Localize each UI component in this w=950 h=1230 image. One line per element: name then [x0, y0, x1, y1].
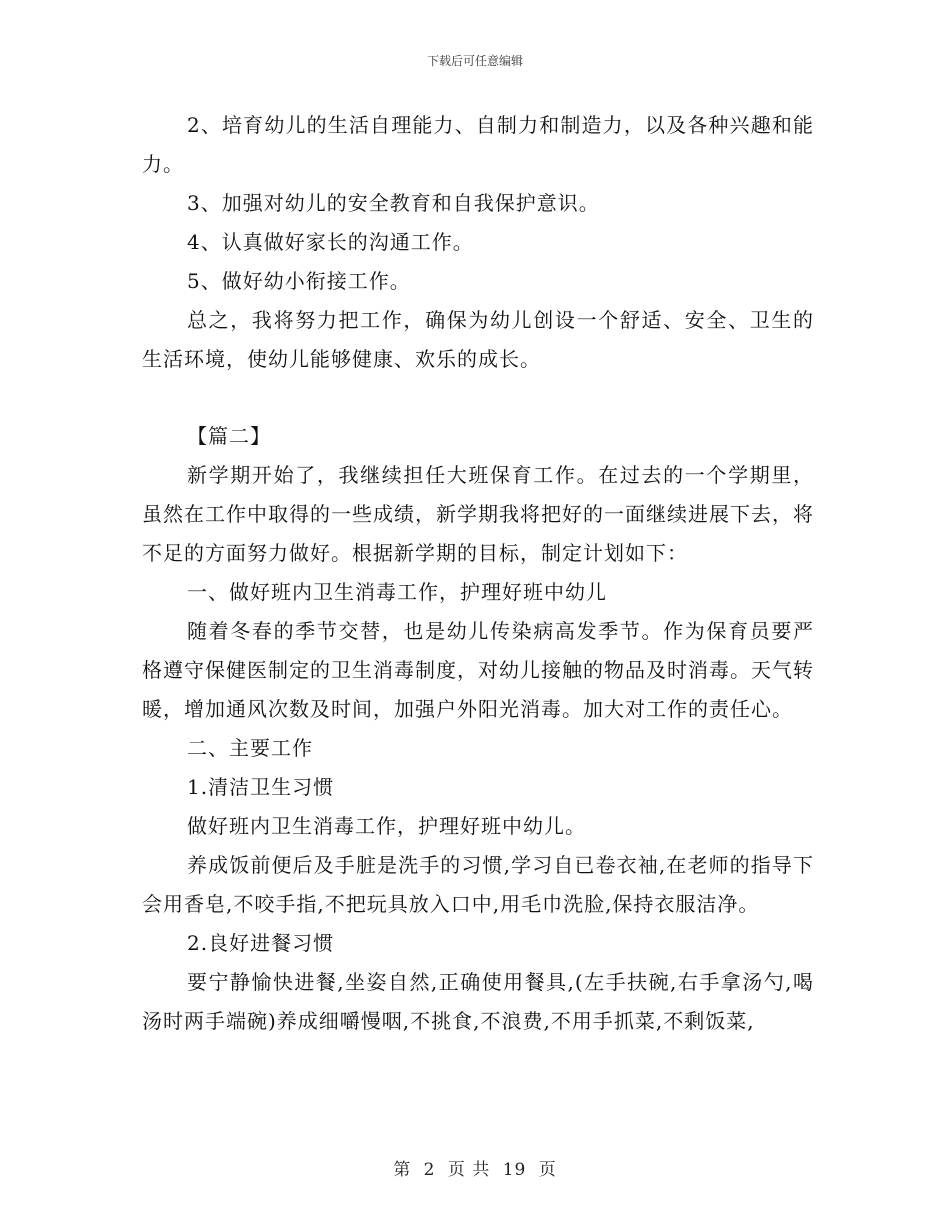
paragraph: 养成饭前便后及手脏是洗手的习惯,学习自已卷衣袖,在老师的指导下会用香皂,不咬手指,不把玩具放入口中,用毛巾洗脸,保持衣服洁净。 [142, 853, 814, 916]
paragraph: 新学期开始了，我继续担任大班保育工作。在过去的一个学期里，虽然在工作中取得的一些成绩，新学期我将把好的一面继续进展下去，将不足的方面努力做好。根据新学期的目标，制定计划如下： [142, 463, 814, 565]
page-footer [0, 1155, 950, 1180]
paragraph: 随着冬春的季节交替，也是幼儿传染病高发季节。作为保育员要严格遵守保健医制定的卫生消毒制度，对幼儿接触的物品及时消毒。天气转暖，增加通风次数及时间，加强户外阳光消毒。加大对工作的责任心。 [142, 619, 814, 721]
footer-prefix: 第 [393, 1160, 412, 1180]
paragraph: 总之，我将努力把工作，确保为幼儿创设一个舒适、安全、卫生的生活环境，使幼儿能够健康、欢乐的成长。 [142, 308, 814, 371]
paragraph: 做好班内卫生消毒工作，护理好班中幼儿。 [187, 814, 586, 838]
document-body [142, 106, 814, 1041]
page-number: 2 [423, 1160, 436, 1180]
paragraph: 二、主要工作 [187, 736, 313, 760]
section-heading: 【篇二】 [187, 424, 271, 448]
footer-suffix: 页 [538, 1160, 557, 1180]
spacer [142, 379, 814, 417]
paragraph: 2、培育幼儿的生活自理能力、自制力和制造力，以及各种兴趣和能力。 [142, 113, 814, 176]
paragraph: 3、加强对幼儿的安全教育和自我保护意识。 [187, 191, 600, 215]
paragraph: 2.良好进餐习惯 [187, 931, 335, 955]
paragraph: 1.清洁卫生习惯 [187, 775, 335, 799]
page-total: 19 [502, 1160, 527, 1180]
paragraph: 要宁静愉快进餐,坐姿自然,正确使用餐具,(左手扶碗,右手拿汤勺,喝汤时两手端碗)养成细嚼慢咽,不挑食,不浪费,不用手抓菜,不剩饭菜, [142, 970, 814, 1033]
footer-middle: 页 共 [447, 1160, 491, 1180]
page-header: 下载后可任意编辑 [426, 54, 523, 68]
paragraph: 5、做好幼小衔接工作。 [187, 269, 411, 293]
paragraph: 4、认真做好家长的沟通工作。 [187, 230, 474, 254]
paragraph: 一、做好班内卫生消毒工作，护理好班中幼儿 [187, 580, 607, 604]
